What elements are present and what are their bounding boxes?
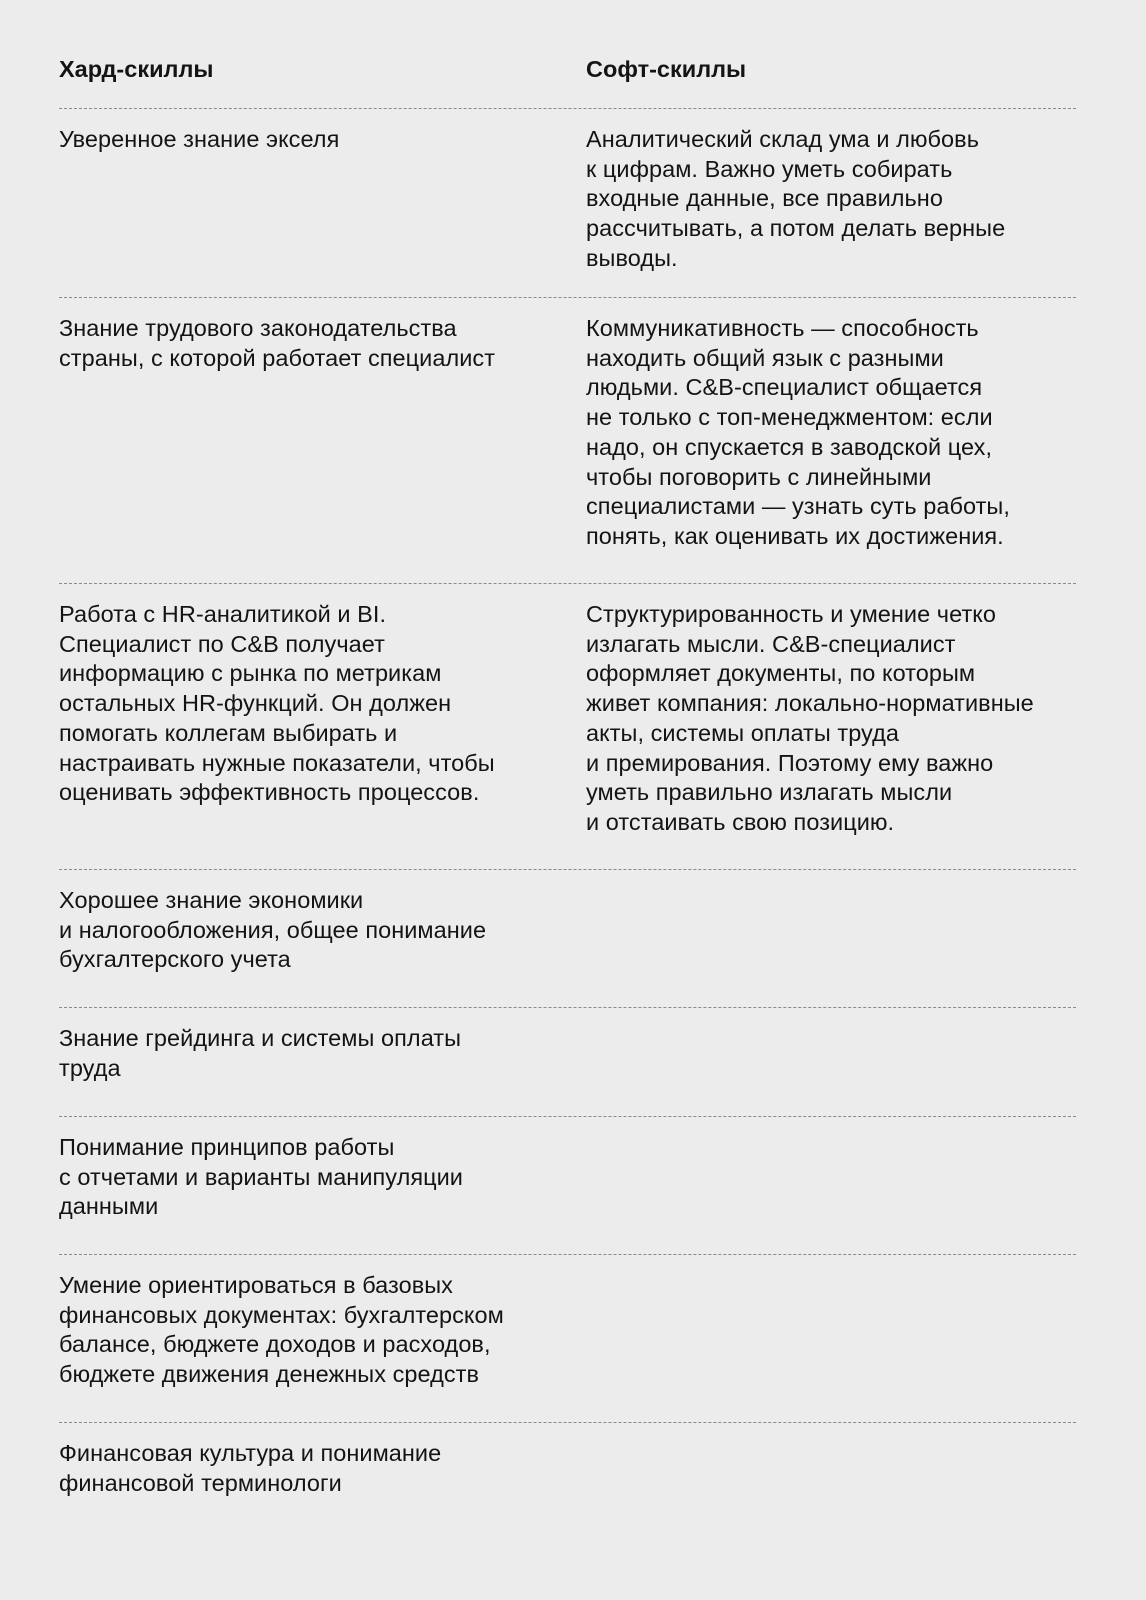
table-row [59, 1116, 1076, 1254]
hard-skill-cell: Знание грейдинга и системы оплаты труда [59, 1025, 462, 1081]
table-row [59, 869, 1076, 1007]
hard-skills-header: Хард-скиллы [59, 56, 214, 82]
table-header [59, 54, 1076, 108]
table-row [59, 583, 1076, 869]
hard-skill-cell: Работа с HR-аналитикой и BI. Специалист по C&B получает информацию с рынка по метрикам остальных HR-функций. Он должен помогать коллегам выбирать и настраивать нужные показатели, чтобы оценивать эффективность процессов. [59, 601, 495, 806]
soft-skill-cell [586, 1008, 1076, 1116]
table-body [59, 108, 1076, 1542]
table-row [59, 1422, 1076, 1542]
soft-skill-cell: Аналитический склад ума и любовь к цифрам. Важно уметь собирать входные данные, все правильно рассчитывать, а потом делать верные выводы. [586, 126, 1006, 271]
table-row [59, 1254, 1076, 1422]
soft-skills-header: Софт-скиллы [586, 56, 747, 82]
hard-skill-cell: Знание трудового законодательства страны, с которой работает специалист [59, 315, 496, 371]
hard-skill-cell: Финансовая культура и понимание финансовой терминологи [59, 1440, 442, 1496]
hard-skill-cell: Умение ориентироваться в базовых финансовых документах: бухгалтерском балансе, бюджете доходов и расходов, бюджете движения денежных средств [59, 1272, 504, 1388]
soft-skill-cell [586, 1117, 1076, 1254]
table-row [59, 297, 1076, 583]
soft-skill-cell [586, 1423, 1076, 1542]
table-row [59, 108, 1076, 297]
hard-skill-cell: Понимание принципов работы с отчетами и варианты манипуляции данными [59, 1134, 463, 1220]
table-row [59, 1007, 1076, 1116]
soft-skill-cell [586, 870, 1076, 1007]
soft-skill-cell: Структурированность и умение четко излагать мысли. C&B-специалист оформляет документы, по которым живет компания: локально-нормативные акты, системы оплаты труда и премирования. Поэтому ему важно уметь правильно излагать мысли и отстаивать свою позицию. [586, 601, 1034, 835]
soft-skill-cell: Коммуникативность — способность находить общий язык с разными людьми. C&B-специалист общается не только с топ-менеджментом: если надо, он спускается в заводской цех, чтобы поговорить с линейными специалистами — узнать суть работы, понять, как оценивать их достижения. [586, 315, 1010, 549]
soft-skill-cell [586, 1255, 1076, 1422]
hard-skill-cell: Уверенное знание экселя [59, 126, 340, 152]
hard-skill-cell: Хорошее знание экономики и налогообложения, общее понимание бухгалтерского учета [59, 887, 487, 973]
